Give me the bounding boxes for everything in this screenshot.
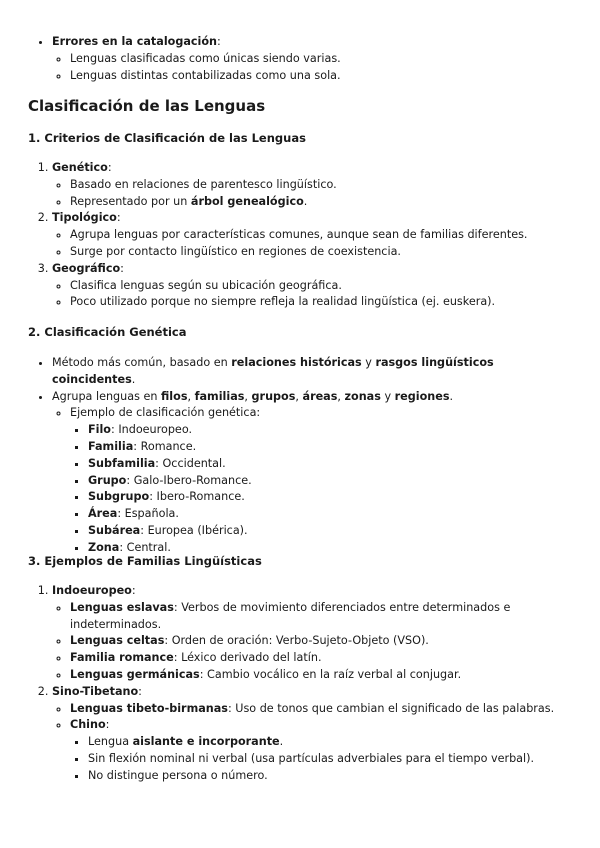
list-item: 1. Indoeuropeo: ◦ Lenguas eslavas: Verbos de movimiento diferenciados entre determinados e indeterminados. ◦ Lenguas celtas: Orden de oración: Verbo-Sujeto-Objeto (VSO). ◦ Familia romance: Léxico derivado del latín. ◦ Lenguas germánicas: Cambio vocálico en la raíz verbal al conjugar. (52, 583, 572, 684)
list-item: ◦ Ejemplo de clasificación genética: ▪ Filo: Indoeuropeo. ▪ Familia: Romance. ▪ Subfamilia: Occidental. ▪ Grupo: Galo-Ibero-Romance. ▪ Subgrupo: Ibero-Romance. ▪ Área: Española. ▪ Subárea: Europea (Ibérica). ▪ Zona: Central. (70, 405, 572, 556)
list-item: 2. Sino-Tibetano: ◦ Lenguas tibeto-birmanas: Uso de tonos que cambian el significado de las palabras. ◦ Chino: ▪ Lengua aislante e incorporante. ▪ Sin flexión nominal ni verbal (usa partículas adverbiales para el tiempo verbal). ▪ No distingue persona o número. (52, 684, 572, 785)
list-item: ◦ Poco utilizado porque no siempre refleja la realidad lingüística (ej. euskera). (70, 294, 572, 311)
list-item: ▪ Sin flexión nominal ni verbal (usa partículas adverbiales para el tiempo verbal). (88, 751, 572, 768)
list-item: ◦ Basado en relaciones de parentesco lingüístico. (70, 177, 572, 194)
list-item: ◦ Lenguas celtas: Orden de oración: Verbo-Sujeto-Objeto (VSO). (70, 633, 572, 650)
section-2-heading: 2. Clasificación Genética (28, 325, 187, 339)
section-3-list-block (28, 583, 572, 785)
list-item: ◦ Lenguas clasificadas como únicas siendo varias. (70, 51, 572, 68)
list-item: ▪ Zona: Central. (88, 540, 572, 557)
list-item: • Método más común, basado en relaciones históricas y rasgos lingüísticos coincidentes. (52, 355, 572, 389)
list-item: ◦ Lenguas germánicas: Cambio vocálico en la raíz verbal al conjugar. (70, 667, 572, 684)
page-title: Clasificación de las Lenguas (28, 97, 266, 115)
list-item: • Agrupa lenguas en filos, familias, grupos, áreas, zonas y regiones. ◦ Ejemplo de clasificación genética: ▪ Filo: Indoeuropeo. ▪ Familia: Romance. ▪ Subfamilia: Occidental. ▪ Grupo: Galo-Ibero-Romance. ▪ Subgrupo: Ibero-Romance. ▪ Área: Española. ▪ Subárea: Europea (Ibérica). ▪ Zona: Central. (52, 389, 572, 557)
list-item: ▪ No distingue persona o número. (88, 768, 572, 785)
intro-block (28, 34, 572, 84)
section-3-heading: 3. Ejemplos de Familias Lingüísticas (28, 554, 262, 568)
list-item: ▪ Subárea: Europea (Ibérica). (88, 523, 572, 540)
list-item: ▪ Área: Española. (88, 506, 572, 523)
list-item: ▪ Grupo: Galo-Ibero-Romance. (88, 473, 572, 490)
title-block (28, 96, 572, 116)
list-item: 1. Genético: ◦ Basado en relaciones de parentesco lingüístico. ◦ Representado por un árbol genealógico. (52, 160, 572, 210)
list-item: ▪ Familia: Romance. (88, 439, 572, 456)
criterion-term: Tipológico (52, 211, 117, 225)
list-item: ◦ Familia romance: Léxico derivado del latín. (70, 650, 572, 667)
list-item: ◦ Surge por contacto lingüístico en regiones de coexistencia. (70, 244, 572, 261)
section-1-heading: 1. Criterios de Clasificación de las Lenguas (28, 131, 306, 145)
list-item: ◦ Chino: ▪ Lengua aislante e incorporante. ▪ Sin flexión nominal ni verbal (usa partículas adverbiales para el tiempo verbal). ▪ No distingue persona o número. (70, 717, 572, 784)
list-item: 3. Geográfico: ◦ Clasifica lenguas según su ubicación geográfica. ◦ Poco utilizado porque no siempre refleja la realidad lingüística (ej. euskera). (52, 261, 572, 311)
list-item: ◦ Lenguas distintas contabilizadas como una sola. (70, 68, 572, 85)
list-item: • Errores en la catalogación: ◦ Lenguas clasificadas como únicas siendo varias. ◦ Lenguas distintas contabilizadas como una sola. (52, 34, 572, 84)
section-2-list-block (28, 355, 572, 557)
family-term: Sino-Tibetano (52, 684, 139, 698)
list-item: ◦ Lenguas tibeto-birmanas: Uso de tonos que cambian el significado de las palabras. (70, 701, 572, 718)
section-3-heading-block (28, 553, 572, 569)
list-item: ▪ Subfamilia: Occidental. (88, 456, 572, 473)
list-item: ◦ Representado por un árbol genealógico. (70, 194, 572, 211)
section-1-list-block (28, 160, 572, 311)
intro-term: Errores en la catalogación (52, 35, 218, 48)
list-item: ▪ Lengua aislante e incorporante. (88, 734, 572, 751)
section-1-heading-block (28, 130, 572, 146)
list-item: ◦ Clasifica lenguas según su ubicación geográfica. (70, 278, 572, 295)
section-2-heading-block (28, 324, 572, 340)
list-item: 2. Tipológico: ◦ Agrupa lenguas por características comunes, aunque sean de familias diferentes. ◦ Surge por contacto lingüístico en regiones de coexistencia. (52, 210, 572, 260)
list-item: ◦ Agrupa lenguas por características comunes, aunque sean de familias diferentes. (70, 227, 572, 244)
list-item: ▪ Filo: Indoeuropeo. (88, 422, 572, 439)
list-item: ◦ Lenguas eslavas: Verbos de movimiento diferenciados entre determinados e indeterminados. (70, 600, 572, 634)
criterion-term: Geográfico (52, 261, 121, 275)
family-term: Indoeuropeo (52, 584, 132, 597)
criterion-term: Genético (52, 161, 108, 174)
list-item: ▪ Subgrupo: Ibero-Romance. (88, 489, 572, 506)
